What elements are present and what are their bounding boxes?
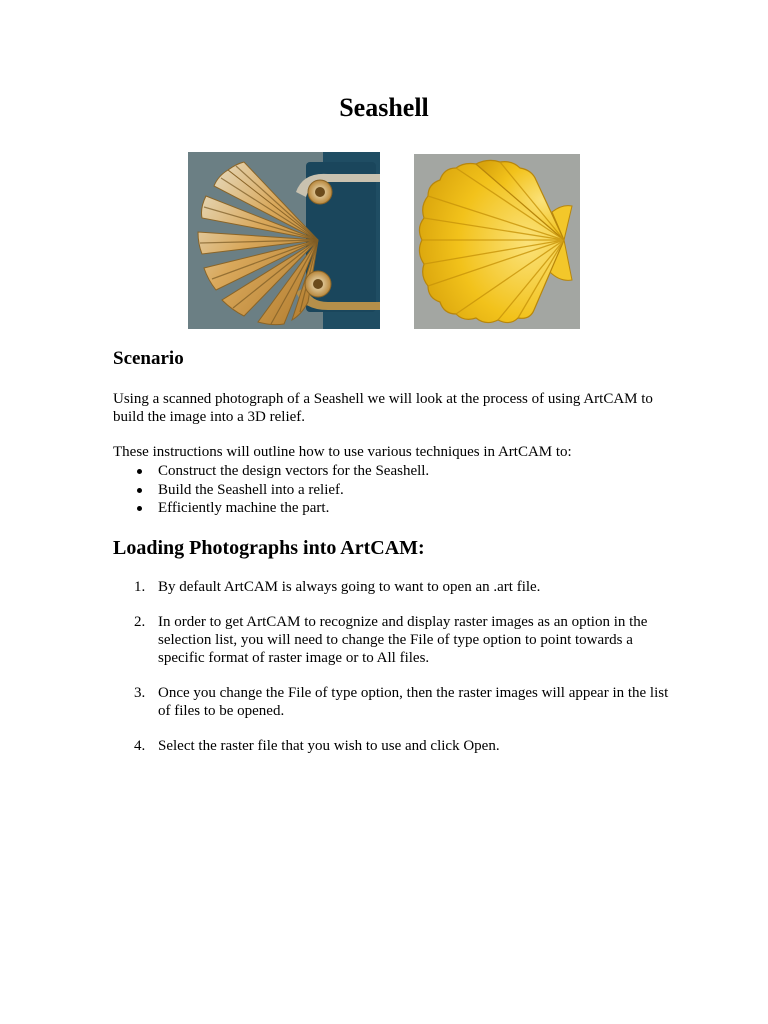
- step-text: In order to get ArtCAM to recognize and display raster images as an option in the selection list, you will need to change the File of type option to point towards a specific format of raster image or to All files.: [158, 614, 648, 666]
- scenario-intro: These instructions will outline how to use various techniques in ArtCAM to:: [113, 444, 572, 460]
- list-item: Efficiently machine the part.: [113, 499, 429, 518]
- step-number: 3.: [134, 685, 146, 701]
- step-item: [113, 737, 673, 755]
- seashell-relief-render-image: [414, 154, 580, 329]
- loading-heading: Loading Photographs into ArtCAM:: [113, 537, 425, 559]
- step-text: Select the raster file that you wish to use and click Open.: [158, 738, 500, 754]
- step-text: Once you change the File of type option, then the raster images will appear in the list of files to be opened.: [158, 685, 669, 719]
- page-title: Seashell: [339, 93, 429, 122]
- loading-steps-list: [113, 578, 673, 772]
- step-text: By default ArtCAM is always going to want to open an .art file.: [158, 579, 541, 595]
- scenario-paragraph: Using a scanned photograph of a Seashell we will look at the process of using ArtCAM to build the image into a 3D relief.: [113, 391, 653, 425]
- list-item: Build the Seashell into a relief.: [113, 481, 429, 500]
- step-item: [113, 578, 673, 596]
- seashell-photo-image: [188, 152, 380, 329]
- step-item: [113, 684, 673, 720]
- step-number: 4.: [134, 738, 146, 754]
- step-number: 1.: [134, 579, 146, 595]
- technique-list: [113, 462, 429, 518]
- scenario-heading: Scenario: [113, 348, 184, 369]
- step-item: [113, 613, 673, 667]
- list-item: Construct the design vectors for the Seashell.: [113, 462, 429, 481]
- step-number: 2.: [134, 614, 146, 630]
